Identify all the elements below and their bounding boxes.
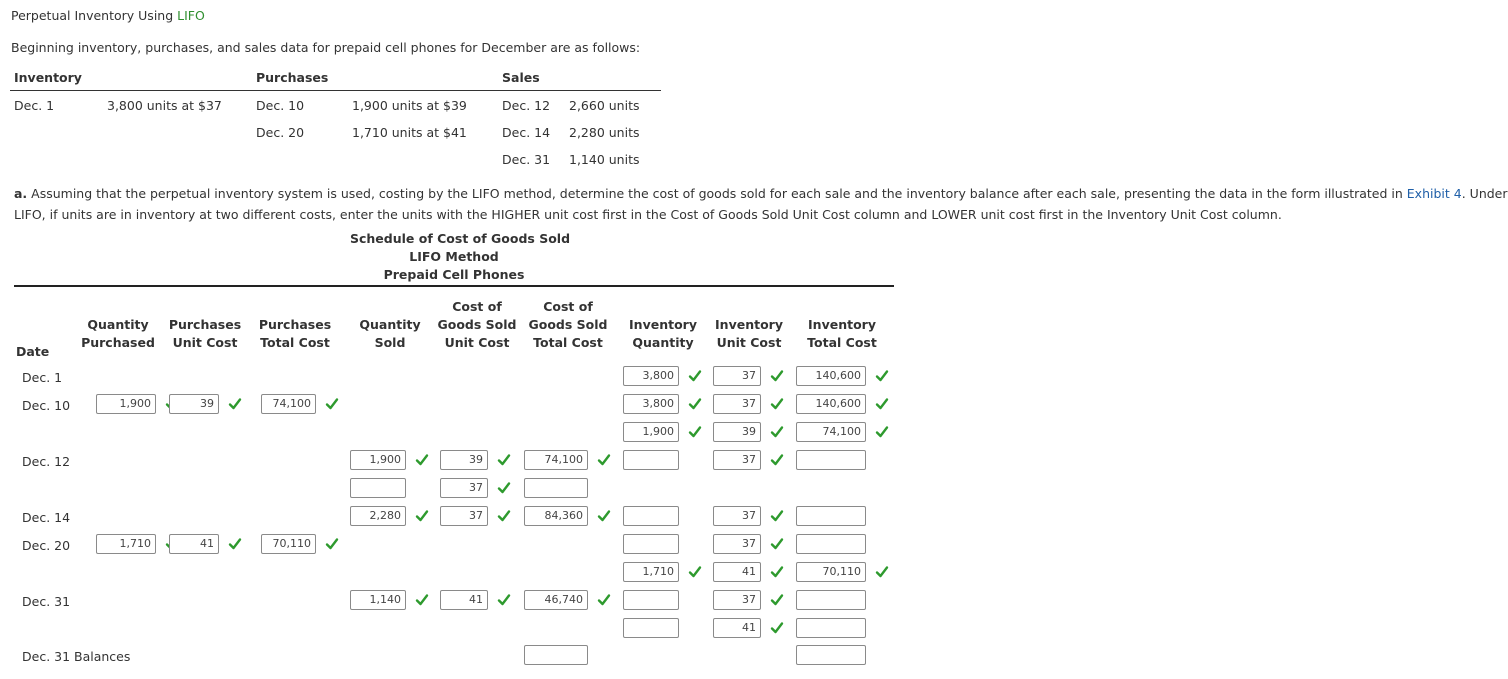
correct-check-icon	[597, 593, 611, 607]
info-sale-date: Dec. 12	[502, 98, 551, 113]
correct-check-icon	[770, 537, 784, 551]
correct-check-icon	[497, 593, 511, 607]
row-label-date: Dec. 1	[22, 370, 63, 385]
question-label: a.	[14, 186, 28, 201]
answer-input[interactable]	[623, 450, 679, 470]
correct-check-icon	[228, 537, 242, 551]
page-title	[11, 8, 205, 23]
answer-input[interactable]	[796, 645, 866, 665]
correct-check-icon	[497, 509, 511, 523]
answer-input[interactable]: 39	[713, 422, 761, 442]
correct-check-icon	[770, 369, 784, 383]
correct-check-icon	[770, 509, 784, 523]
answer-input[interactable]	[623, 506, 679, 526]
correct-check-icon	[770, 397, 784, 411]
info-purchase-desc: 1,900 units at $39	[352, 98, 467, 113]
answer-input[interactable]: 41	[169, 534, 219, 554]
correct-check-icon	[597, 509, 611, 523]
col-header-purch-total-cost: Purchases Total Cost	[258, 317, 332, 350]
page-title-link[interactable]: LIFO	[177, 8, 205, 23]
correct-check-icon	[415, 453, 429, 467]
answer-input[interactable]: 1,900	[350, 450, 406, 470]
correct-check-icon	[875, 425, 889, 439]
answer-input[interactable]: 37	[713, 366, 761, 386]
info-purchase-date: Dec. 20	[256, 125, 305, 140]
correct-check-icon	[688, 565, 702, 579]
answer-input[interactable]	[796, 534, 866, 554]
info-sale-desc: 2,280 units	[569, 125, 640, 140]
answer-input[interactable]	[623, 534, 679, 554]
info-inventory-date: Dec. 1	[14, 98, 55, 113]
answer-input[interactable]: 74,100	[524, 450, 588, 470]
schedule-rule	[14, 285, 894, 287]
answer-input[interactable]	[350, 478, 406, 498]
answer-input[interactable]: 41	[713, 618, 761, 638]
answer-input[interactable]: 37	[713, 534, 761, 554]
correct-check-icon	[688, 397, 702, 411]
info-purchase-desc: 1,710 units at $41	[352, 125, 467, 140]
correct-check-icon	[875, 369, 889, 383]
info-inventory-desc: 3,800 units at $37	[107, 98, 222, 113]
col-header-inv-total-cost: Inventory Total Cost	[807, 317, 877, 350]
col-header-purch-unit-cost: Purchases Unit Cost	[168, 317, 242, 350]
answer-input[interactable]	[796, 618, 866, 638]
answer-input[interactable]: 41	[440, 590, 488, 610]
answer-input[interactable]: 39	[440, 450, 488, 470]
exhibit-link[interactable]: Exhibit 4	[1406, 186, 1462, 201]
page-title-text: Perpetual Inventory Using	[11, 8, 178, 23]
correct-check-icon	[875, 565, 889, 579]
correct-check-icon	[770, 425, 784, 439]
question-line-1	[14, 186, 1508, 201]
answer-input[interactable]: 3,800	[623, 394, 679, 414]
answer-input[interactable]: 140,600	[796, 394, 866, 414]
answer-input[interactable]: 37	[713, 394, 761, 414]
answer-input[interactable]: 39	[169, 394, 219, 414]
answer-input[interactable]: 3,800	[623, 366, 679, 386]
answer-input[interactable]: 140,600	[796, 366, 866, 386]
correct-check-icon	[415, 509, 429, 523]
answer-input[interactable]: 2,280	[350, 506, 406, 526]
info-sale-date: Dec. 14	[502, 125, 551, 140]
correct-check-icon	[770, 621, 784, 635]
answer-input[interactable]: 46,740	[524, 590, 588, 610]
answer-input[interactable]: 70,110	[261, 534, 316, 554]
row-label-date: Dec. 14	[22, 510, 71, 525]
row-label-date: Dec. 12	[22, 454, 71, 469]
question-text-end: . Under	[1461, 186, 1508, 201]
answer-input[interactable]: 1,710	[623, 562, 679, 582]
info-header-sales: Sales	[502, 70, 540, 85]
correct-check-icon	[770, 593, 784, 607]
answer-input[interactable]: 37	[713, 590, 761, 610]
schedule-subject: Prepaid Cell Phones	[383, 267, 525, 282]
answer-input[interactable]: 37	[440, 478, 488, 498]
row-label-balances: Dec. 31 Balances	[22, 649, 131, 664]
question-line-2: LIFO, if units are in inventory at two different costs, enter the units with the HIGHER unit cost first in the Cost of Goods Sold Unit Cost column and LOWER unit cost first in the Inventory Unit Cost column.	[14, 207, 1282, 222]
info-sale-desc: 1,140 units	[569, 152, 640, 167]
answer-input[interactable]	[796, 450, 866, 470]
info-header-rule	[10, 90, 661, 91]
answer-input[interactable]: 41	[713, 562, 761, 582]
row-label-date: Dec. 31	[22, 594, 71, 609]
correct-check-icon	[325, 537, 339, 551]
correct-check-icon	[688, 369, 702, 383]
answer-input[interactable]: 74,100	[796, 422, 866, 442]
row-label-date: Dec. 10	[22, 398, 71, 413]
info-sale-desc: 2,660 units	[569, 98, 640, 113]
correct-check-icon	[228, 397, 242, 411]
answer-input[interactable]: 70,110	[796, 562, 866, 582]
correct-check-icon	[497, 481, 511, 495]
col-header-qty-sold: Quantity Sold	[359, 317, 421, 350]
answer-input[interactable]: 37	[713, 450, 761, 470]
info-header-inventory: Inventory	[14, 70, 82, 85]
schedule-title: Schedule of Cost of Goods Sold	[350, 231, 571, 246]
answer-input[interactable]: 1,900	[96, 394, 156, 414]
info-sale-date: Dec. 31	[502, 152, 551, 167]
answer-input[interactable]	[524, 478, 588, 498]
answer-input[interactable]	[796, 590, 866, 610]
answer-input[interactable]: 1,710	[96, 534, 156, 554]
correct-check-icon	[497, 453, 511, 467]
answer-input[interactable]: 1,900	[623, 422, 679, 442]
answer-input[interactable]: 84,360	[524, 506, 588, 526]
correct-check-icon	[415, 593, 429, 607]
answer-input[interactable]: 37	[440, 506, 488, 526]
correct-check-icon	[770, 453, 784, 467]
correct-check-icon	[875, 397, 889, 411]
col-header-date: Date	[16, 344, 50, 359]
col-header-inv-unit-cost: Inventory Unit Cost	[715, 317, 783, 350]
info-purchase-date: Dec. 10	[256, 98, 305, 113]
question-text: Assuming that the perpetual inventory system is used, costing by the LIFO method, determine the cost of goods sold for each sale and the inventory balance after each sale, presenting the data in the form illustrated in	[27, 186, 1407, 201]
correct-check-icon	[688, 425, 702, 439]
answer-input[interactable]	[623, 590, 679, 610]
correct-check-icon	[325, 397, 339, 411]
answer-input[interactable]: 1,140	[350, 590, 406, 610]
col-header-qty-purchased: Quantity Purchased	[81, 317, 155, 350]
row-label-date: Dec. 20	[22, 538, 71, 553]
answer-input[interactable]	[524, 645, 588, 665]
info-header-purchases: Purchases	[256, 70, 329, 85]
answer-input[interactable]: 37	[713, 506, 761, 526]
answer-input[interactable]	[623, 618, 679, 638]
answer-input[interactable]	[796, 506, 866, 526]
schedule-method: LIFO Method	[409, 249, 499, 264]
correct-check-icon	[597, 453, 611, 467]
correct-check-icon	[770, 565, 784, 579]
col-header-cogs-total-cost: Cost of Goods Sold Total Cost	[528, 299, 608, 350]
intro-text: Beginning inventory, purchases, and sales data for prepaid cell phones for December are as follows:	[11, 40, 641, 55]
col-header-inv-qty: Inventory Quantity	[629, 317, 697, 350]
answer-input[interactable]: 74,100	[261, 394, 316, 414]
col-header-cogs-unit-cost: Cost of Goods Sold Unit Cost	[437, 299, 517, 350]
